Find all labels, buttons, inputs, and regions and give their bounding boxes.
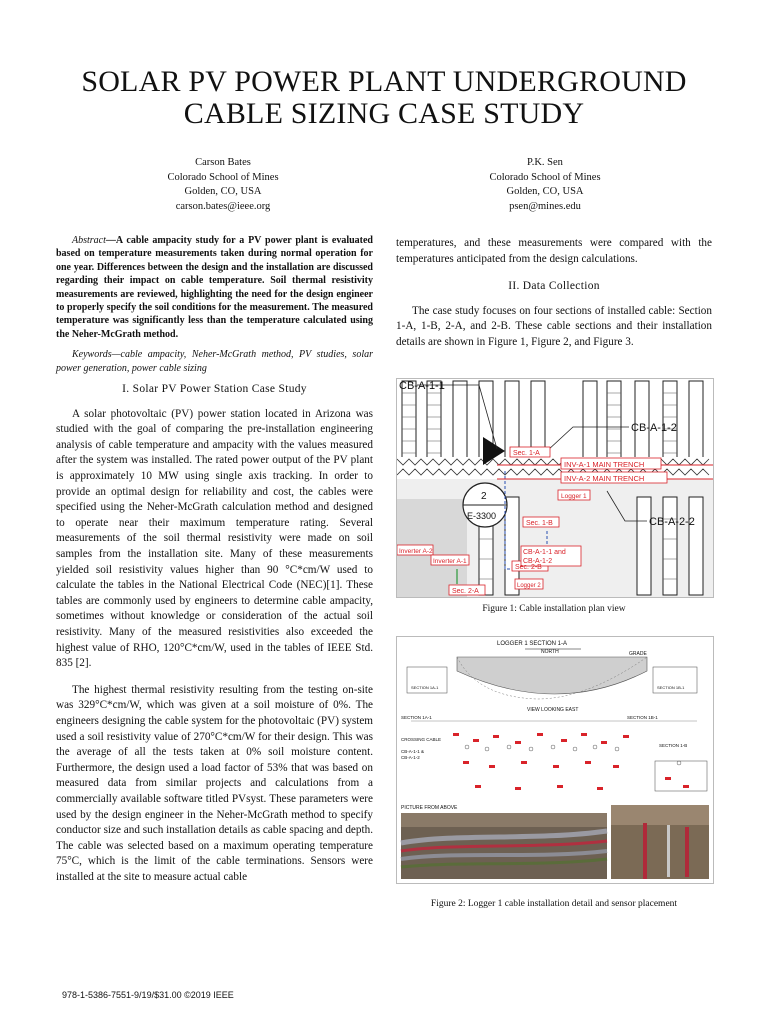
section-1-heading: I. Solar PV Power Station Case Study: [122, 383, 307, 396]
section-2-heading: II. Data Collection: [508, 280, 600, 293]
right-column: [396, 236, 712, 358]
author-location: Golden, CO, USA: [506, 186, 584, 197]
paper-title: [40, 66, 728, 130]
label-circle-top: 2: [481, 491, 487, 502]
label-sec-1b: Sec. 1-B: [526, 520, 553, 527]
label-inverter-a1: Inverter A-1: [433, 558, 467, 565]
label-cb-a-2-2: CB-A-2-2: [649, 516, 695, 528]
section-1-paragraph-1: A solar photovoltaic (PV) power station located in Arizona was studied with the goal of comparing the pre-installation engineering analysis of cable temperature and ampacity with the values measured after the system was installed. The rated power output of the PV plant is approximately 10 MW using single axis tracking. In order to provide an optimal design for reliability and cost, the cables were specified using the Neher-McGrath calculation method and designed to operate near their maximum temperature rating. Several measurements of the soil thermal resistivity were made on soil samples from the installation site. Many of these measurements yielded soil resistivity values higher than 90 °C*cm/W used to calculate the tables in the National Electrical Code (NEC)[1]. These tables are commonly used by engineers to determine cable ampacity, sometimes without knowledge or consideration of the actual soil resistivity. Many of the measured resistivities also exceeded the highest value of RHO, 120°C*cm/W, used in the tables of IEEE Std. 835 [2].: [56, 407, 373, 670]
section-2-paragraph-1: The case study focuses on four sections of installed cable: Section 1-A, 1-B, 2-A, and 2-B. These cable sections and their installation details are shown in Figure 1, Figure 2, and Figure 3.: [396, 304, 712, 348]
label-circle-bottom: E-3300: [467, 511, 497, 521]
label-logger-header: LOGGER 1 SECTION 1-A: [497, 641, 568, 647]
author-block-1: [108, 156, 338, 214]
label-cb-a-1-1: CB-A-1-1: [399, 380, 445, 392]
label-logger-2: Logger 2: [517, 583, 541, 589]
author-email: carson.bates@ieee.org: [175, 200, 271, 212]
title-line-1: SOLAR PV POWER PLANT UNDERGROUND: [81, 65, 687, 98]
keywords: Keywords—cable ampacity, Neher-McGrath method, PV studies, solar power generation, power cable sizing: [56, 349, 373, 374]
label-view-looking-east: VIEW LOOKING EAST: [527, 707, 579, 713]
label-sec-2a: Sec. 2-A: [452, 588, 479, 595]
label-inverter-a2: Inverter A-2: [399, 548, 433, 555]
author-affiliation: Colorado School of Mines: [489, 171, 601, 183]
figure-2-drawing: [397, 637, 713, 883]
label-section-1a: SECTION 1A-1: [401, 715, 432, 720]
label-cb-a-1-1: CB-A-1-1 &: [401, 749, 425, 754]
label-section-1b1-top: SECTION 1B-1: [657, 685, 685, 690]
figure-1-drawing: [397, 379, 713, 597]
label-picture-from-above: PICTURE FROM ABOVE: [401, 805, 458, 811]
abstract-text: —A cable ampacity study for a PV power plant is evaluated based on temperature measurements taken during normal operation for one year. Differences between the design and the installation are discussed regarding their impact on cable temperature. Soil thermal resistivity measurements are reviewed, highlighting the need for the design engineer to properly specify the soil conditions for the measurement. The measured temperature was significantly less than the temperature calculated using the Neher-McGrath method.: [56, 235, 373, 340]
label-grade: GRADE: [629, 651, 647, 657]
label-inv-a1-trench: INV-A-1 MAIN TRENCH: [564, 460, 645, 469]
author-block-2: [430, 156, 660, 214]
figure-1-plan-view: [396, 378, 714, 598]
label-sec-2b: Sec. 2-B: [515, 564, 542, 571]
label-cb-a-1-2: CB-A-1-2: [631, 422, 677, 434]
abstract: [56, 234, 373, 341]
label-cb-a-1-2: CB-A-1-2: [401, 755, 420, 760]
label-crossing-cable: CROSSING CABLE: [401, 737, 442, 742]
section-1-paragraph-2: The highest thermal resistivity resulting from the testing on-site was 329°C*cm/W, which was given at a soil moisture of 0%. The engineers designing the cable system for the photovoltaic (PV) system used a soil resistivity value of 270°C*cm/W for their design. This was the average of all the tests taken at 0% soil moisture content. Furthermore, the design used a load factor of 53% that was based on measured data from similar projects and calculations from a commercially available software titled PVsyst. These parameters were used by the design engineer in the Neher-McGrath method to specify conductor size and such installation details as cable spacing and depth. The cable was selected based on a maximum operating temperature 75°C, which is the limit of the cable terminations. Sensors were installed at the site to measure actual cable: [56, 683, 373, 883]
right-paragraph-continued: temperatures, and these measurements were compared with the temperatures anticipated from the design calculations.: [396, 237, 712, 265]
label-section-1b-side: SECTION 1-B: [659, 743, 688, 748]
label-section-1a1-top: SECTION 1A-1: [411, 685, 439, 690]
label-cb-a-1-1-and: CB-A-1-1 and: [523, 549, 566, 556]
left-column: [56, 234, 373, 892]
label-logger-1: Logger 1: [561, 493, 587, 500]
copyright-footer: 978-1-5386-7551-9/19/$31.00 ©2019 IEEE: [62, 990, 234, 1000]
figure-1-caption: Figure 1: Cable installation plan view: [482, 604, 626, 614]
label-inv-a2-trench: INV-A-2 MAIN TRENCH: [564, 474, 645, 483]
author-email: psen@mines.edu: [509, 200, 581, 212]
label-sec-1a: Sec. 1-A: [513, 450, 540, 457]
label-north: NORTH: [541, 649, 559, 655]
author-name: P.K. Sen: [527, 157, 563, 168]
figure-2-install-detail: [396, 636, 714, 884]
label-cb-a-1-2-bottom: CB-A-1-2: [523, 558, 553, 565]
title-line-2: CABLE SIZING CASE STUDY: [183, 97, 585, 130]
author-affiliation: Colorado School of Mines: [167, 171, 279, 183]
label-section-1b: SECTION 1B-1: [627, 715, 658, 720]
author-location: Golden, CO, USA: [184, 186, 262, 197]
abstract-lead: Abstract: [72, 235, 106, 246]
author-name: Carson Bates: [195, 157, 251, 168]
figure-2-caption: Figure 2: Logger 1 cable installation detail and sensor placement: [430, 899, 678, 909]
